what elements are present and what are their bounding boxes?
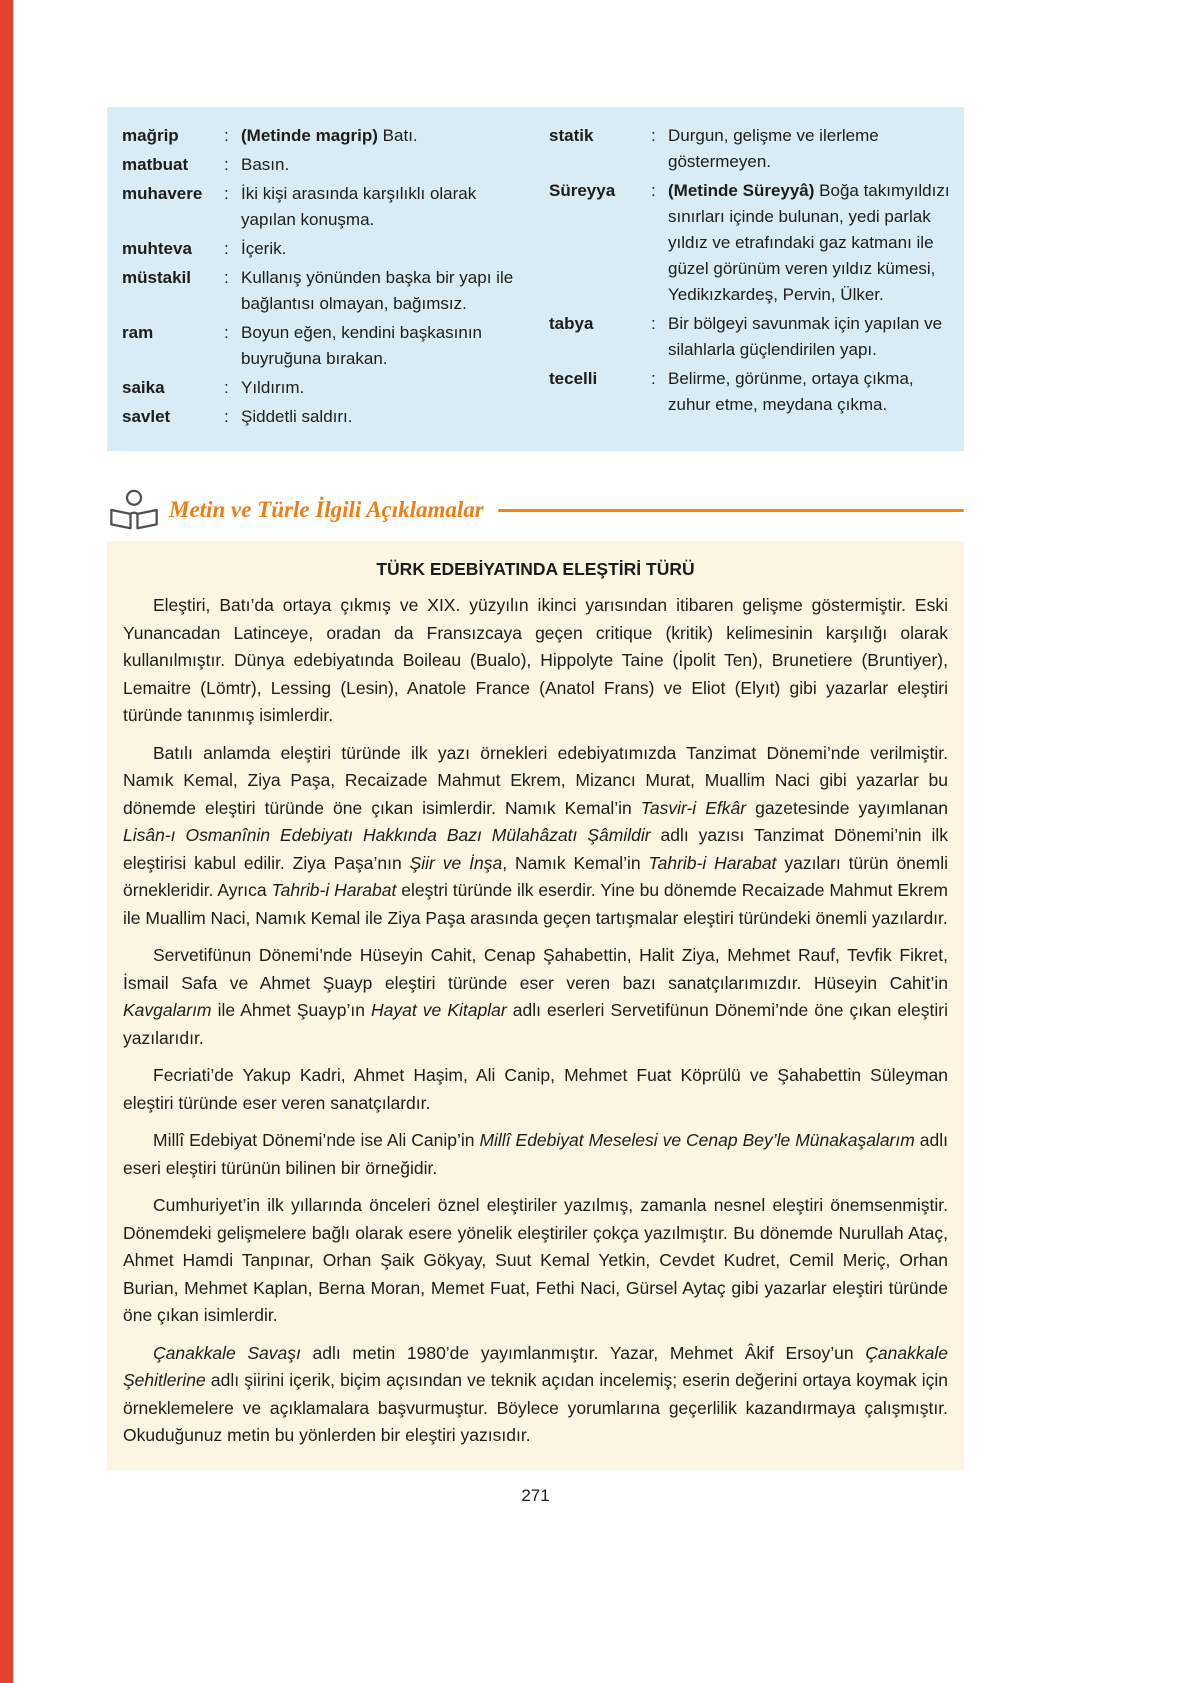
- glossary-definition: [241, 181, 523, 233]
- text-segment: Batı.: [382, 126, 418, 145]
- text-segment: Şiddetli saldırı.: [241, 407, 353, 426]
- glossary-colon: :: [224, 126, 229, 145]
- text-segment: adlı yazısı Tanzimat Dönemi’nin ilk eleştirisi kabul edilir. Ziya Paşa’nın: [123, 825, 948, 873]
- article-paragraph: [123, 592, 948, 730]
- glossary-entry: [122, 320, 523, 372]
- page-edge-accent-bar: [0, 0, 13, 1683]
- glossary-colon: :: [651, 369, 656, 388]
- text-segment: Tahrib-i Harabat: [648, 852, 777, 873]
- glossary-entry: [122, 404, 523, 430]
- text-segment: Hayat ve Kitaplar: [371, 1000, 507, 1020]
- glossary-term: Süreyya: [549, 181, 616, 200]
- text-segment: Belirme, görünme, ortaya çıkma, zuhur etme, meydana çıkma.: [668, 369, 914, 414]
- glossary-term: statik: [549, 126, 594, 145]
- text-segment: Basın.: [241, 155, 290, 174]
- text-segment: İçerik.: [241, 239, 287, 258]
- text-segment: Servetifünun Dönemi’nde Hüseyin Cahit, Cenap Şahabettin, Halit Ziya, Mehmet Rauf, Tevfik Fikret, İsmail Safa ve Ahmet Şuayp eleştiri türünde eser veren bazı sanatçılarımızdır. Hüseyin Cahit’in: [123, 945, 948, 993]
- article-paragraph: [123, 1062, 948, 1117]
- glossary-entry: [549, 178, 950, 308]
- glossary-definition: [241, 375, 523, 401]
- article-paragraph: [123, 1127, 948, 1182]
- reader-icon: [107, 489, 165, 531]
- glossary-colon: :: [224, 155, 229, 174]
- glossary-column-right: [549, 123, 950, 433]
- glossary-definition: [241, 152, 523, 178]
- glossary-entry: [122, 123, 523, 149]
- glossary-colon: :: [224, 184, 229, 203]
- glossary-colon: :: [651, 181, 656, 200]
- text-segment: Cumhuriyet’in ilk yıllarında önceleri öznel eleştiriler yazılmış, zamanla nesnel eleştiri önemsenmiştir. Dönemdeki gelişmelere bağlı olarak esere yönelik eleştiriler çokça yazılmıştır. Bu dönemde Nurullah Ataç, Ahmet Hamdi Tanpınar, Orhan Şaik Gökyay, Suut Kemal Yetkin, Cevdet Kudret, Cemil Meriç, Orhan Burian, Mehmet Kaplan, Berna Moran, Memet Fuat, Fethi Naci, Gürsel Aytaç gibi yazarlar eleştiri türünde öne çıkan isimlerdir.: [123, 1195, 948, 1325]
- glossary-colon: :: [224, 239, 229, 258]
- glossary-term: saika: [122, 378, 165, 397]
- article-paragraph: [123, 740, 948, 933]
- article-title: TÜRK EDEBİYATINDA ELEŞTİRİ TÜRÜ: [376, 559, 695, 579]
- page-number: 271: [521, 1485, 550, 1505]
- article-box: [107, 541, 964, 1470]
- glossary-term: muhteva: [122, 239, 192, 258]
- text-segment: Boğa takımyıldızı sınırları içinde bulunan, yedi parlak yıldız ve etrafındaki gaz katmanı ile güzel görünüm veren yıldız kümesi, Yedikızkardeş, Pervin, Ülker.: [668, 181, 950, 304]
- glossary-definition: [241, 404, 523, 430]
- glossary-definition: [668, 178, 950, 308]
- text-segment: Eleştiri, Batı’da ortaya çıkmış ve XIX. yüzyılın ikinci yarısından itibaren gelişme göstermiştir. Eski Yunancadan Latinceye, oradan da Fransızcaya geçen critique (kritik) kelimesinin karşılığı olarak kullanılmıştır. Dünya edebiyatında Boileau (Bualo), Hippolyte Taine (İpolit Ten), Brunetiere (Bruntiyer), Lemaitre (Lömtr), Lessing (Lesin), Anatole France (Anatol Frans) ve Eliot (Elyıt) gibi yazarlar eleştiri türünde tanınmış isimlerdir.: [123, 595, 948, 725]
- glossary-entry: [122, 181, 523, 233]
- page-content: [107, 0, 964, 1506]
- glossary-term: muhavere: [122, 184, 203, 203]
- text-segment: (Metinde magrip): [241, 126, 383, 145]
- glossary-entry: [549, 366, 950, 418]
- glossary-definition: [241, 123, 523, 149]
- glossary-definition: [668, 366, 950, 418]
- glossary-term: müstakil: [122, 268, 191, 287]
- text-segment: ile Ahmet Şuayp’ın: [211, 1000, 372, 1020]
- glossary-definition: [241, 320, 523, 372]
- glossary-column-left: [122, 123, 523, 433]
- text-segment: Bir bölgeyi savunmak için yapılan ve silahlarla güçlendirilen yapı.: [668, 314, 943, 359]
- glossary-entry: [122, 265, 523, 317]
- text-segment: Millî Edebiyat Dönemi’nde ise Ali Canip’in: [153, 1130, 480, 1150]
- glossary-term: tecelli: [549, 369, 598, 388]
- text-segment: adlı eseri eleştiri türünün bilinen bir örneğidir.: [123, 1130, 949, 1178]
- text-segment: Lisân-ı Osmanînin Edebiyatı Hakkında Bazı Mülahâzatı Şâmildir: [123, 825, 651, 845]
- glossary-entry: [549, 311, 950, 363]
- text-segment: adlı eserleri Servetifünun Dönemi’nde öne çıkan eleştiri yazılarıdır.: [123, 1000, 948, 1048]
- text-segment: gazetesinde yayımlanan: [746, 797, 948, 818]
- text-segment: adlı metin 1980’de yayımlanmıştır. Yazar, Mehmet Âkif Ersoy’un: [300, 1342, 866, 1363]
- article-body: [123, 592, 948, 1450]
- glossary-term: mağrip: [122, 126, 179, 145]
- text-segment: Batılı anlamda eleştiri türünde ilk yazı örnekleri edebiyatımızda Tanzimat Dönemi’nde verilmiştir. Namık Kemal, Ziya Paşa, Recaizade Mahmut Ekrem, Mizancı Murat, Muallim Naci gibi yazarlar bu dönemde eleştiri türünde öne çıkan isimlerdir. Namık Kemal’in: [123, 742, 948, 818]
- text-segment: Millî Edebiyat Meselesi ve Cenap Bey’le Münakaşalarım: [479, 1130, 915, 1150]
- section-title: Metin ve Türle İlgili Açıklamalar: [169, 497, 484, 522]
- glossary-entry: [549, 123, 950, 175]
- glossary-term: savlet: [122, 407, 171, 426]
- text-segment: Tasvir-i Efkâr: [640, 797, 747, 818]
- article-paragraph: [123, 1192, 948, 1330]
- text-segment: Durgun, gelişme ve ilerleme göstermeyen.: [668, 126, 879, 171]
- text-segment: yazıları türün önemli örnekleridir. Ayrıca: [123, 852, 948, 900]
- glossary-colon: :: [224, 268, 229, 287]
- glossary-definition: [241, 236, 523, 262]
- text-segment: Yıldırım.: [241, 378, 305, 397]
- text-segment: adlı şiirini içerik, biçim açısından ve teknik açıdan incelemiş; eserin değerini ortaya koymak için örneklemelere ve açıklamalara başvurmuştur. Böylece yorumlarına geçerlilik kazandırmaya çalışmıştır. Okuduğunuz metin bu yönlerden bir eleştiri yazısıdır.: [123, 1370, 948, 1445]
- text-segment: Fecriati’de Yakup Kadri, Ahmet Haşim, Ali Canip, Mehmet Fuat Köprülü ve Şahabettin Süleyman eleştiri türünde eser veren sanatçılardır.: [123, 1065, 948, 1113]
- glossary-definition: [241, 265, 523, 317]
- text-segment: (Metinde Süreyyâ): [668, 181, 820, 200]
- section-title-rule: [498, 509, 964, 512]
- glossary-entry: [122, 236, 523, 262]
- text-segment: Kavgalarım: [123, 1000, 212, 1020]
- glossary-term: tabya: [549, 314, 594, 333]
- text-segment: Çanakkale Şehitlerine: [123, 1342, 948, 1390]
- glossary-colon: :: [651, 126, 656, 145]
- glossary-colon: :: [224, 378, 229, 397]
- glossary-colon: :: [224, 407, 229, 426]
- glossary-definition: [668, 311, 950, 363]
- glossary-colon: :: [651, 314, 656, 333]
- text-segment: İki kişi arasında karşılıklı olarak yapılan konuşma.: [241, 184, 477, 229]
- text-segment: eleştri türünde ilk eserdir. Yine bu dönemde Recaizade Mahmut Ekrem ile Muallim Naci, Namık Kemal ile Ziya Paşa arasında geçen tartışmalar eleştiri türündeki önemli yazılardır.: [123, 880, 948, 928]
- text-segment: Çanakkale Savaşı: [153, 1342, 301, 1363]
- article-paragraph: [123, 1340, 948, 1450]
- article-paragraph: [123, 942, 948, 1052]
- glossary-entry: [122, 152, 523, 178]
- glossary-box: [107, 107, 964, 451]
- text-segment: Kullanış yönünden başka bir yapı ile bağlantısı olmayan, bağımsız.: [241, 268, 514, 313]
- glossary-term: matbuat: [122, 155, 189, 174]
- section-header: [107, 489, 964, 531]
- glossary-colon: :: [224, 323, 229, 342]
- glossary-entry: [122, 375, 523, 401]
- text-segment: Şiir ve İnşa: [409, 852, 503, 873]
- text-segment: , Namık Kemal’in: [502, 852, 649, 873]
- glossary-term: ram: [122, 323, 154, 342]
- text-segment: Tahrib-i Harabat: [271, 880, 397, 900]
- glossary-definition: [668, 123, 950, 175]
- text-segment: Boyun eğen, kendini başkasının buyruğuna bırakan.: [241, 323, 483, 368]
